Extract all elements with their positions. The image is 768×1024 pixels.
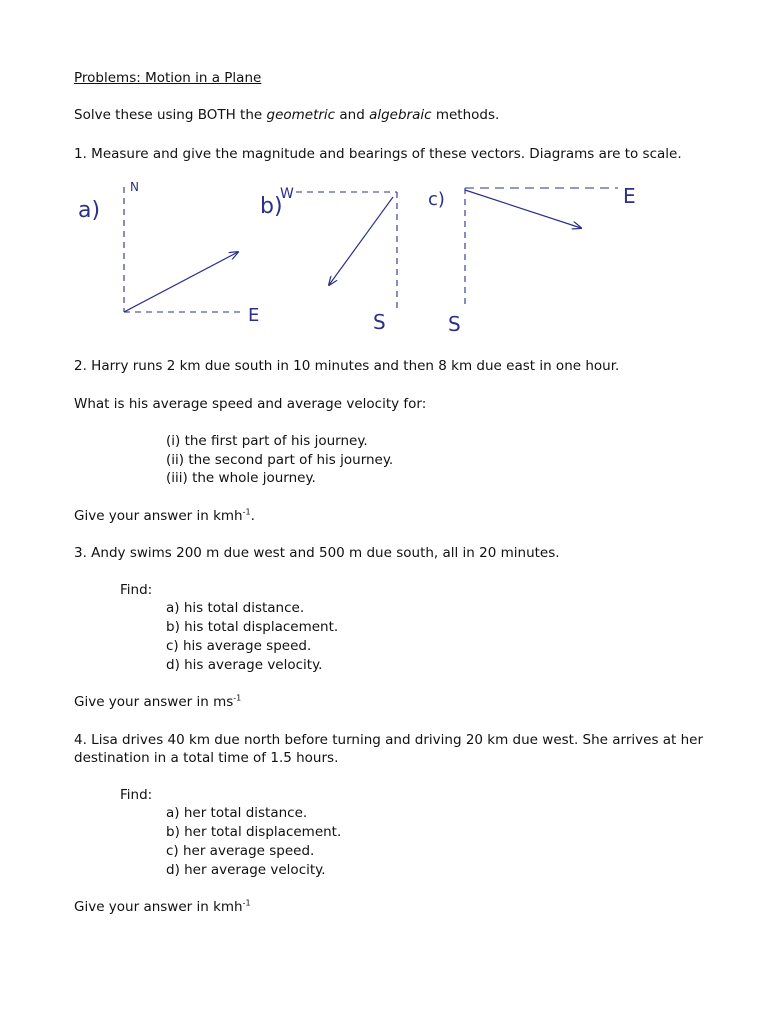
q3-part-a: a) his total distance. bbox=[166, 600, 305, 616]
diagram-b bbox=[260, 186, 397, 334]
page-title: Problems: Motion in a Plane bbox=[74, 70, 262, 86]
q2-part-1: (i) the first part of his journey. bbox=[166, 433, 368, 449]
q2-text: 2. Harry runs 2 km due south in 10 minutes and then 8 km due east in one hour. bbox=[74, 358, 620, 374]
q2-answer-end: . bbox=[250, 508, 255, 524]
q2-answer-text: Give your answer in kmh bbox=[74, 508, 243, 524]
q2-part-2: (ii) the second part of his journey. bbox=[166, 452, 394, 468]
diagram-a-north-label: N bbox=[130, 180, 139, 194]
q3-part-b: b) his total displacement. bbox=[166, 619, 339, 635]
intro-pre: Solve these using BOTH the bbox=[74, 107, 267, 123]
intro-text bbox=[74, 106, 499, 124]
q3-part-c: c) his average speed. bbox=[166, 638, 312, 654]
diagram-c-south-label: S bbox=[448, 312, 461, 336]
intro-algebraic: algebraic bbox=[369, 107, 432, 123]
diagram-a bbox=[78, 180, 259, 326]
q4-part-a: a) her total distance. bbox=[166, 805, 308, 821]
diagram-a-vector bbox=[124, 252, 238, 312]
intro-and: and bbox=[335, 107, 370, 123]
diagram-b-label: b) bbox=[260, 194, 283, 219]
diagram-b-west-label: W bbox=[280, 186, 294, 202]
q4-find: Find: bbox=[120, 787, 153, 803]
diagram-b-vector bbox=[329, 197, 393, 285]
diagram-c-label: c) bbox=[428, 189, 445, 210]
q4-text-line1: 4. Lisa drives 40 km due north before turning and driving 20 km due west. She arrives at her bbox=[74, 732, 704, 748]
q4-text-line2: destination in a total time of 1.5 hours. bbox=[74, 750, 339, 766]
diagram-c-east-label: E bbox=[623, 184, 636, 208]
q4-part-b: b) her total displacement. bbox=[166, 824, 342, 840]
diagram-c-vector bbox=[465, 190, 581, 228]
q3-answer-sup: -1 bbox=[233, 693, 242, 703]
q2-answer-units bbox=[74, 507, 255, 525]
q2-answer-sup: -1 bbox=[242, 507, 251, 517]
q3-answer-text: Give your answer in ms bbox=[74, 694, 234, 710]
q3-answer-units bbox=[74, 693, 241, 711]
intro-post: methods. bbox=[431, 107, 500, 123]
q4-part-c: c) her average speed. bbox=[166, 843, 315, 859]
vector-diagrams bbox=[70, 175, 650, 340]
diagram-b-south-label: S bbox=[373, 310, 386, 334]
q2-part-3: (iii) the whole journey. bbox=[166, 470, 316, 486]
diagram-a-label: a) bbox=[78, 198, 101, 223]
q2-question: What is his average speed and average velocity for: bbox=[74, 396, 427, 412]
q4-answer-units bbox=[74, 898, 251, 916]
diagram-c bbox=[428, 184, 636, 336]
q3-find: Find: bbox=[120, 582, 153, 598]
q3-text: 3. Andy swims 200 m due west and 500 m due south, all in 20 minutes. bbox=[74, 545, 560, 561]
q1-text: 1. Measure and give the magnitude and bearings of these vectors. Diagrams are to scale. bbox=[74, 146, 682, 162]
q4-answer-text: Give your answer in kmh bbox=[74, 899, 243, 915]
q4-answer-sup: -1 bbox=[242, 898, 251, 908]
q4-part-d: d) her average velocity. bbox=[166, 862, 326, 878]
q3-part-d: d) his average velocity. bbox=[166, 657, 323, 673]
diagram-a-east-label: E bbox=[248, 305, 260, 326]
intro-geometric: geometric bbox=[266, 107, 336, 123]
